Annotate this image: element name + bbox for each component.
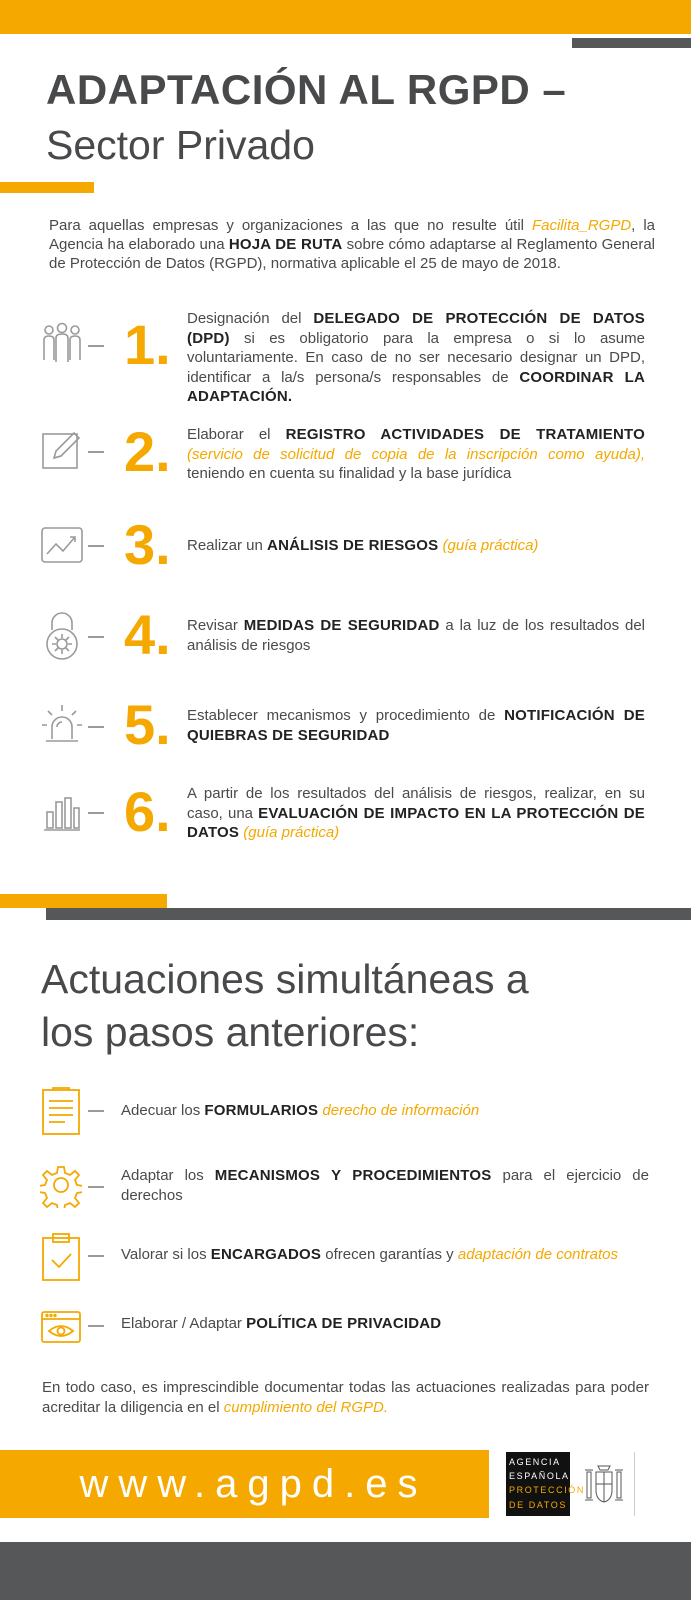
website-link[interactable]: www.agpd.es <box>79 1462 428 1506</box>
step-connector <box>88 726 104 728</box>
intro-paragraph: Para aquellas empresas y organizaciones a las que no resulte útil Facilita_RGPD, la Agencia ha elaborado una HOJA DE RUTA sobre cómo adaptarse al Reglamento General de Protección de Datos (RGPD), normativa aplicable el 25 de mayo de 2018. <box>49 217 655 272</box>
logo-text-line: PROTECCIÓN <box>509 1485 586 1495</box>
section-divider-orange <box>0 894 167 908</box>
closing-paragraph: En todo caso, es imprescindible documentar todas las actuaciones realizadas para poder acreditar la diligencia en el cumplimiento del RGPD. <box>42 1379 649 1416</box>
step-number: 4. <box>124 603 171 666</box>
step-number: 2. <box>124 420 171 483</box>
section-divider-grey <box>46 908 691 920</box>
step-number: 6. <box>124 780 171 843</box>
guia-riesgos-link[interactable]: (guía práctica) <box>438 537 539 554</box>
title-underline <box>0 182 94 193</box>
action-connector <box>88 1325 104 1327</box>
step-text: Establecer mecanismos y procedimiento de NOTIFICACIÓN DE QUIEBRAS DE SEGURIDAD <box>187 707 645 744</box>
edit-icon <box>40 428 84 472</box>
action-text: Adaptar los MECANISMOS Y PROCEDIMIENTOS para el ejercicio de derechos <box>121 1167 649 1204</box>
logo-text-line: ESPAÑOLA DE <box>509 1471 589 1481</box>
clipboard-check-icon <box>40 1232 82 1282</box>
logo-text-line: AGENCIA <box>509 1457 561 1467</box>
step-text: Elaborar el REGISTRO ACTIVIDADES DE TRATAMIENTO (servicio de solicitud de copia de la inscripción como ayuda), teniendo en cuenta su finalidad y la base jurídica <box>187 426 645 482</box>
action-text: Adecuar los FORMULARIOS derecho de información <box>121 1102 480 1119</box>
coat-of-arms-icon <box>584 1462 624 1508</box>
action-connector <box>88 1186 104 1188</box>
step-number: 5. <box>124 693 171 756</box>
step-number: 1. <box>124 313 171 376</box>
section-title: Actuaciones simultáneas a <box>41 956 529 1002</box>
step-text: A partir de los resultados del análisis de riesgos, realizar, en su caso, una EVALUACIÓN DE IMPACTO EN LA PROTECCIÓN DE DATOS (guía práctica) <box>187 785 646 841</box>
step-text: Designación del DELEGADO DE PROTECCIÓN DE DATOS (DPD) si es obligatorio para la empresa o si lo asume voluntariamente. En caso de no ser necesario designar un DPD, identificar a la/s persona/s responsables de COORDINAR LA ADAPTACIÓN. <box>187 310 646 405</box>
step-text: Revisar MEDIDAS DE SEGURIDAD a la luz de los resultados del análisis de riesgos <box>187 617 645 654</box>
action-text: Valorar si los ENCARGADOS ofrecen garantías y adaptación de contratos <box>121 1246 618 1263</box>
facilita-link[interactable]: Facilita_RGPD <box>531 217 632 234</box>
action-connector <box>88 1255 104 1257</box>
step-number: 3. <box>124 513 171 576</box>
guia-impacto-link[interactable]: (guía práctica) <box>239 824 340 841</box>
alarm-light-icon <box>40 703 84 747</box>
cumplimiento-link[interactable]: cumplimiento del RGPD. <box>223 1398 389 1416</box>
step-connector <box>88 345 104 347</box>
bar-chart-icon <box>40 790 84 834</box>
gear-icon <box>40 1164 82 1214</box>
step-connector <box>88 636 104 638</box>
section-title-line2: los pasos anteriores: <box>41 1009 420 1055</box>
top-orange-bar <box>0 0 691 34</box>
form-document-icon <box>40 1086 82 1136</box>
action-text: Elaborar / Adaptar POLÍTICA DE PRIVACIDAD <box>121 1315 442 1332</box>
step-connector <box>88 812 104 814</box>
padlock-gear-icon <box>40 612 84 656</box>
top-grey-bar <box>572 38 691 48</box>
registro-link[interactable]: (servicio de solicitud de copia de la inscripción como ayuda), <box>187 445 645 463</box>
logo-divider <box>634 1452 635 1516</box>
action-connector <box>88 1110 104 1112</box>
trend-chart-icon <box>40 524 84 568</box>
browser-eye-icon <box>40 1310 82 1360</box>
step-connector <box>88 451 104 453</box>
people-icon <box>40 322 84 366</box>
step-text: Realizar un ANÁLISIS DE RIESGOS (guía práctica) <box>187 537 539 554</box>
adaptacion-contratos-link[interactable]: adaptación de contratos <box>457 1246 618 1263</box>
derecho-informacion-link[interactable]: derecho de información <box>318 1102 480 1119</box>
page-subtitle: Sector Privado <box>46 122 315 168</box>
step-connector <box>88 545 104 547</box>
bottom-grey-bar <box>0 1542 691 1600</box>
page-title: ADAPTACIÓN AL RGPD – <box>46 66 567 113</box>
logo-text-line: DE DATOS <box>509 1500 567 1510</box>
